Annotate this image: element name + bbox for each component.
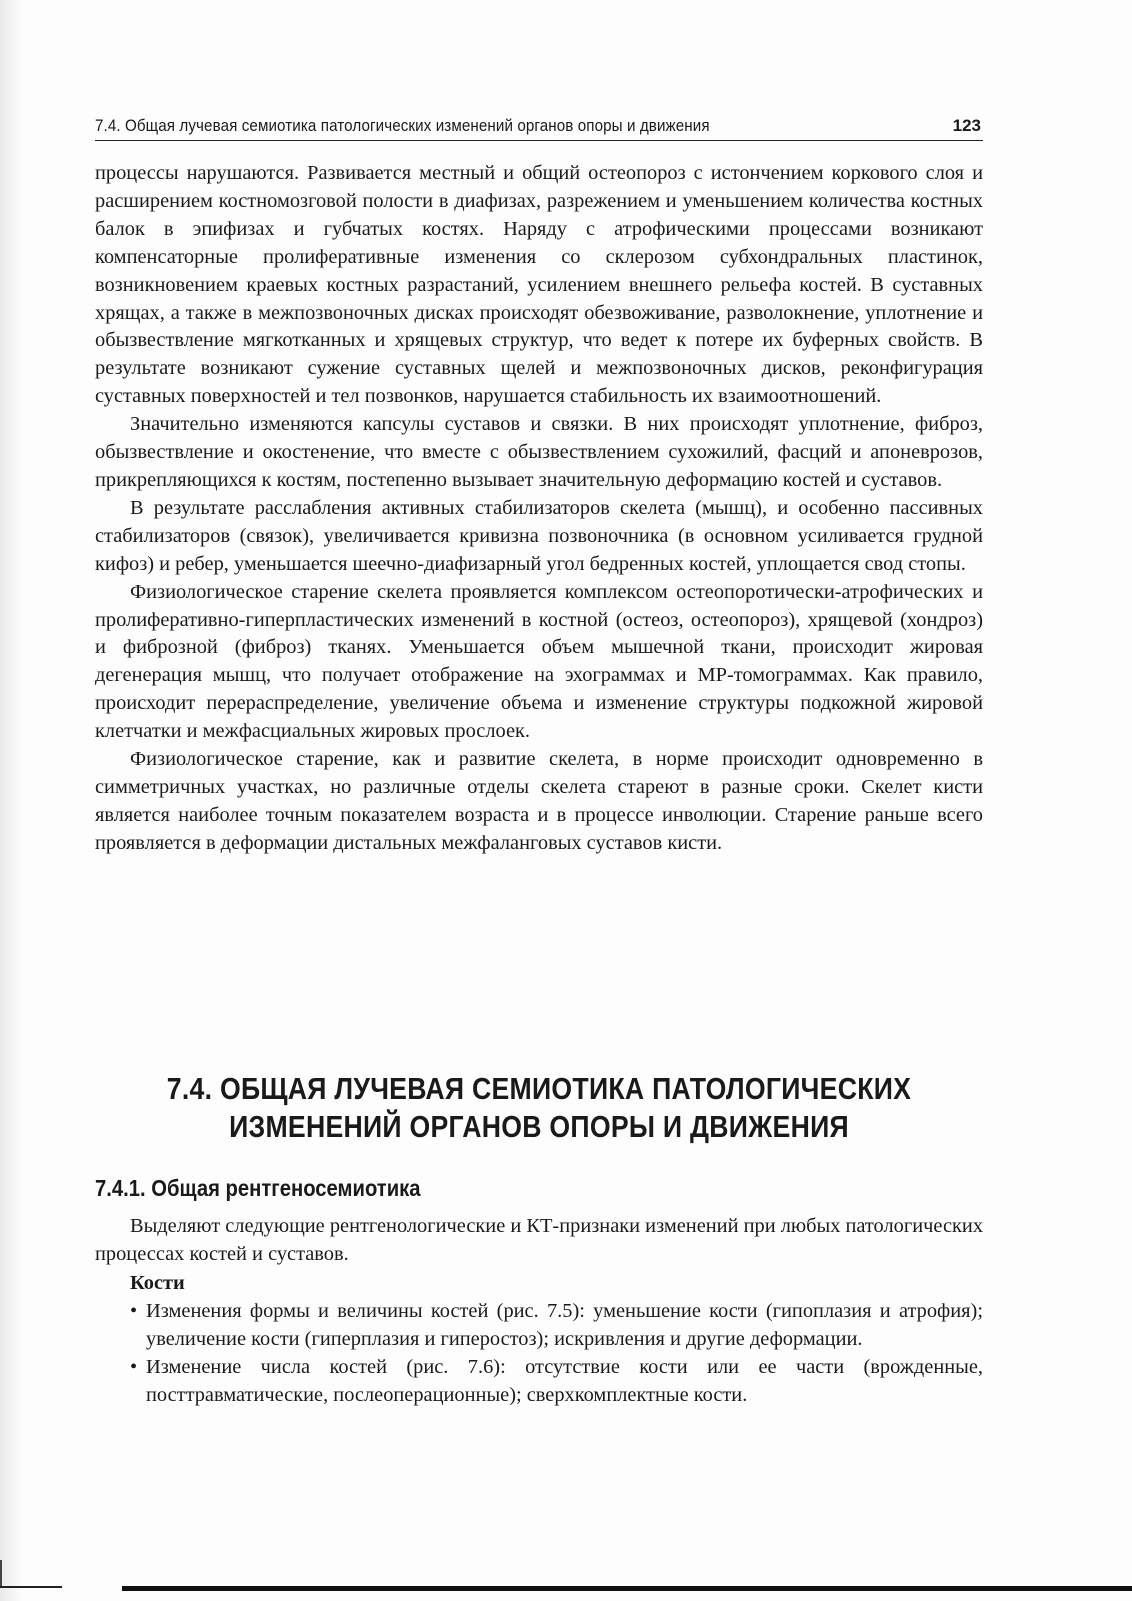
binding-shadow (0, 0, 22, 1601)
subsection-intro-block (95, 1213, 983, 1269)
section-title-line-1: 7.4. ОБЩАЯ ЛУЧЕВАЯ СЕМИОТИКА ПАТОЛОГИЧЕСКИХ (166, 1071, 912, 1106)
section-title (157, 1070, 921, 1146)
paragraph-4: Физиологическое старение скелета проявляется комплексом остеопоротически-атрофических и пролиферативно-гиперпластических изменений в костной (остеоз, остеопороз), хрящевой (хондроз) и фиброзной (фиброз) тканях. Уменьшается объем мышечной ткани, происходит жировая дегенерация мышц, что получает отображение на эхограммах и МР-томограммах. Как правило, происходит перераспределение, увеличение объема и изменение структуры подкожной жировой клетчатки и межфасциальных жировых прослоек. (95, 580, 983, 743)
running-title: 7.4. Общая лучевая семиотика патологических изменений органов опоры и движения (95, 117, 710, 135)
crop-mark-vertical (0, 1560, 2, 1588)
list-item (130, 1354, 983, 1410)
paragraph-1: процессы нарушаются. Развивается местный и общий остеопороз с истончением коркового слоя и расширением костномозговой полости в диафизах, разрежением и уменьшением количества костных балок в эпифизах и губчатых костях. Наряду с атрофическими процессами возникают компенсаторные пролиферативные изменения со склерозом субхондральных пластинок, возникновением краевых костных разрастаний, усилением внешнего рельефа костей. В суставных хрящах, а также в межпозвоночных дисках происходят обезвоживание, разволокнение, уплотнение и обызвествление мягкотканных и хрящевых структур, что ведет к потере их буферных свойств. В результате возникают сужение суставных щелей и межпозвоночных дисков, реконфигурация суставных поверхностей и тел позвонков, нарушается стабильность их взаимоотношений. (95, 162, 983, 408)
crop-mark-horizontal (0, 1586, 62, 1588)
paragraph-5: Физиологическое старение, как и развитие скелета, в норме происходит одновременно в симметричных участках, но различные отделы скелета стареют в разные сроки. Скелет кисти является наиболее точным показателем возраста и в процессе инволюции. Старение раньше всего проявляется в деформации дистальных межфаланговых суставов кисти. (95, 748, 983, 854)
body-text-top (95, 160, 983, 858)
paragraph-2: Значительно изменяются капсулы суставов и связки. В них происходят уплотнение, фиброз, обызвествление и окостенение, что вместе с обызвествлением сухожилий, фасций и апоневрозов, прикрепляющихся к костям, постепенно вызывает значительную деформацию костей и суставов. (95, 413, 983, 491)
page-number: 123 (952, 116, 981, 135)
footer-rule (122, 1586, 1132, 1591)
subsection-intro: Выделяют следующие рентгенологические и КТ-признаки изменений при любых патологических процессах костей и суставов. (95, 1215, 984, 1265)
running-header (95, 110, 983, 141)
bullet-dot-icon: • (130, 1300, 138, 1322)
bullet-text: Изменения формы и величины костей (рис. 7.5): уменьшение кости (гипоплазия и атрофия); увеличение кости (гиперплазия и гиперостоз); искривления и другие деформации. (146, 1300, 983, 1350)
paragraph-3: В результате расслабления активных стабилизаторов скелета (мышц), и особенно пассивных стабилизаторов (связок), увеличивается кривизна позвоночника (в основном усиливается грудной кифоз) и ребер, уменьшается шеечно-диафизарный угол бедренных костей, уплощается свод стопы. (95, 496, 983, 575)
bones-bullet-list (130, 1298, 983, 1410)
bullet-text: Изменение числа костей (рис. 7.6): отсутствие кости или ее части (врожденные, посттравматические, послеоперационные); сверхкомплектные кости. (146, 1355, 983, 1406)
subsection-title: 7.4.1. Общая рентгеносемиотика (95, 1175, 421, 1201)
section-title-line-2: ИЗМЕНЕНИЙ ОРГАНОВ ОПОРЫ И ДВИЖЕНИЯ (229, 1109, 849, 1144)
list-item (130, 1298, 983, 1354)
bones-label: Кости (130, 1272, 185, 1294)
bullet-dot-icon: • (130, 1355, 138, 1378)
